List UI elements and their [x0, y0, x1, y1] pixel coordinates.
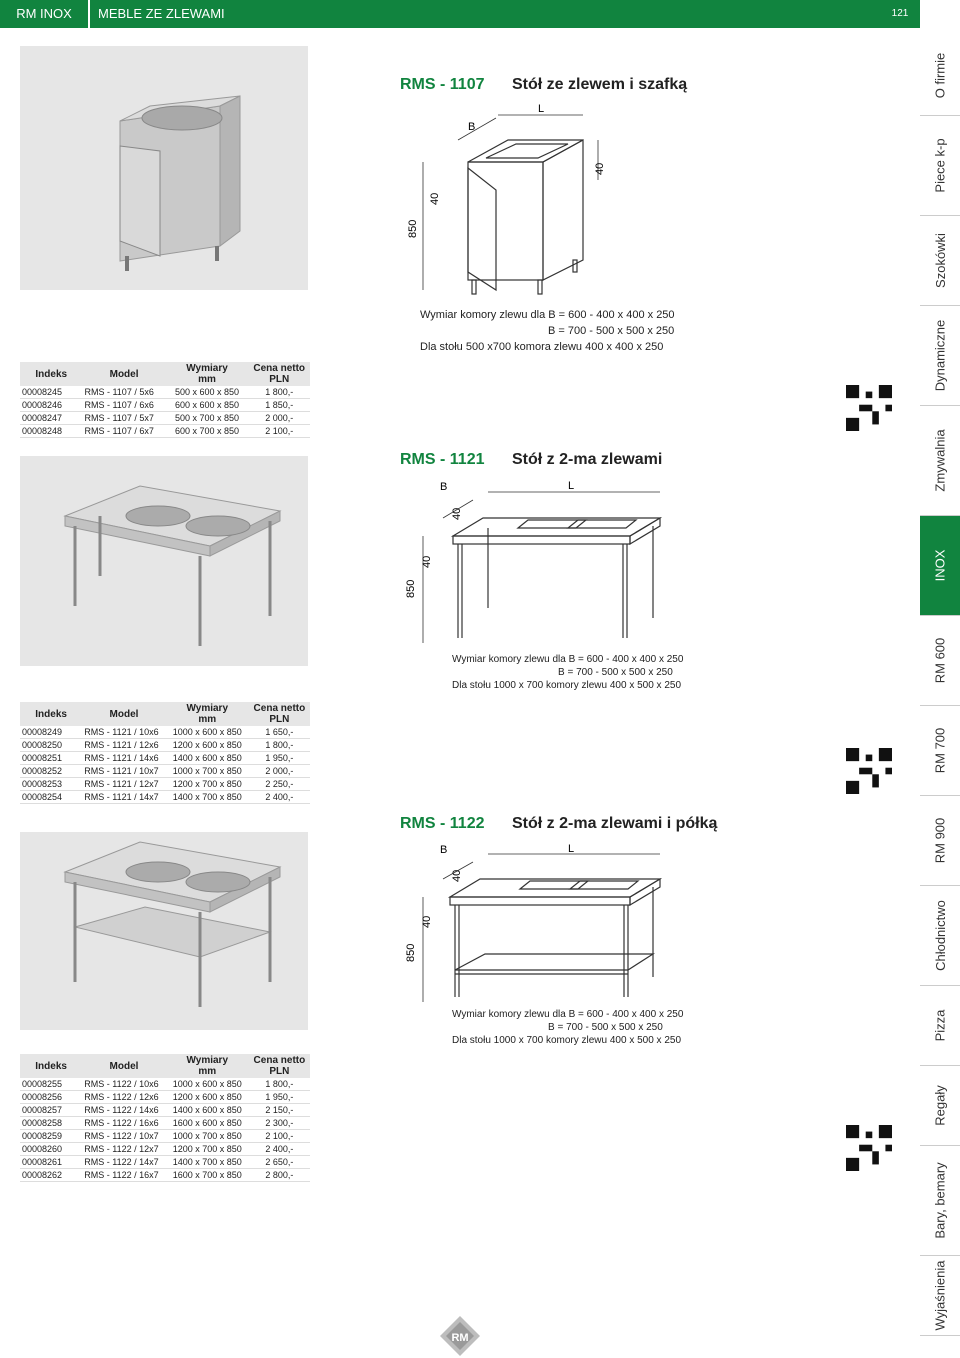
table-row: 00008255 RMS - 1122 / 10x6 1000 x 600 x 850 1 800,- — [20, 1078, 310, 1091]
sink-note-2: B = 700 - 500 x 500 x 250 — [548, 1022, 663, 1033]
page-number: 121 — [880, 0, 920, 28]
sink-note-1: Wymiar komory zlewu dla B = 600 - 400 x 400 x 250 — [420, 309, 675, 321]
price-table-1107: Indeks Model Wymiary mm Cena netto PLN 00008245 RMS - 1107 / 5x6 500 x 600 x 850 1 800,- 00008246 RMS - 1107 / 6x6 600 x 600 x 850 1 850,- 00008247 RMS - 1107 / 5x7 500 x 700 x 850 2 000,- 00008248 RMS - 1107 / 6x7 600 x 700 x 850 2 100,- — [20, 362, 310, 438]
table-row: 00008254 RMS - 1121 / 14x7 1400 x 700 x 850 2 400,- — [20, 791, 310, 804]
svg-text:L: L — [538, 103, 545, 115]
svg-text:40: 40 — [421, 555, 433, 568]
sink-note-1: Wymiar komory zlewu dla B = 600 - 400 x 400 x 250 — [452, 654, 684, 665]
tab-pizza[interactable]: Pizza — [920, 986, 960, 1066]
tab-szokowki[interactable]: Szokówki — [920, 216, 960, 306]
technical-drawing-1121 — [398, 478, 668, 648]
tab-inox[interactable]: INOX — [920, 516, 960, 616]
tab-dynamiczne[interactable]: Dynamiczne — [920, 306, 960, 406]
category-sidebar — [920, 36, 960, 1336]
product-code: RMS - 1107 — [400, 76, 485, 93]
svg-text:L: L — [568, 480, 575, 492]
section-title: MEBLE ZE ZLEWAMI — [90, 0, 880, 28]
sink-note-3: Dla stołu 500 x700 komora zlewu 400 x 400 x 250 — [420, 341, 664, 353]
tab-rm900[interactable]: RM 900 — [920, 796, 960, 886]
price-table-1122: Indeks Model Wymiary mm Cena netto PLN 00008255 RMS - 1122 / 10x6 1000 x 600 x 850 1 800,- 00008256 RMS - 1122 / 12x6 1200 x 600 x 850 1 950,- 00008257 RMS - 1122 / 14x6 1400 x 600 x 850 2 150,- 00008258 RMS - 1122 / 16x6 1600 x 600 x 850 2 300,- 00008259 RMS - 1122 / 10x7 1000 x 700 x 850 2 100,- 00008260 RMS - 1122 / 12x7 1200 x 700 x 850 2 400,- 00008261 RMS - 1122 / 14x7 1400 x 700 x 850 2 650,- 00008262 RMS - 1122 / 16x7 1600 x 700 x 850 2 800,- — [20, 1054, 310, 1182]
tab-chlodnictwo[interactable]: Chłodnictwo — [920, 886, 960, 986]
table-row: 00008260 RMS - 1122 / 12x7 1200 x 700 x 850 2 400,- — [20, 1143, 310, 1156]
svg-text:40: 40 — [594, 162, 606, 175]
qr-code-icon — [846, 748, 892, 794]
rm-logo-icon — [438, 1314, 482, 1358]
sink-note-3: Dla stołu 1000 x 700 komory zlewu 400 x 500 x 250 — [452, 680, 682, 691]
svg-text:B: B — [440, 844, 448, 856]
table-row: 00008252 RMS - 1121 / 10x7 1000 x 700 x 850 2 000,- — [20, 765, 310, 778]
svg-text:40: 40 — [451, 869, 463, 882]
svg-text:850: 850 — [407, 219, 419, 238]
svg-text:40: 40 — [429, 192, 441, 205]
table-row: 00008262 RMS - 1122 / 16x7 1600 x 700 x 850 2 800,- — [20, 1169, 310, 1182]
product-photo-1107 — [20, 46, 308, 290]
table-row: 00008257 RMS - 1122 / 14x6 1400 x 600 x 850 2 150,- — [20, 1104, 310, 1117]
table-row: 00008259 RMS - 1122 / 10x7 1000 x 700 x 850 2 100,- — [20, 1130, 310, 1143]
tab-wyjasnienia[interactable]: Wyjaśnienia — [920, 1256, 960, 1336]
sink-note-2: B = 700 - 500 x 500 x 250 — [548, 325, 675, 337]
tab-rm600[interactable]: RM 600 — [920, 616, 960, 706]
tab-rm700[interactable]: RM 700 — [920, 706, 960, 796]
sink-note-2: B = 700 - 500 x 500 x 250 — [558, 667, 673, 678]
technical-drawing-1122 — [398, 842, 668, 1007]
svg-text:850: 850 — [405, 579, 417, 598]
tab-zmywalnia[interactable]: Zmywalnia — [920, 406, 960, 516]
table-row: 00008248 RMS - 1107 / 6x7 600 x 700 x 850 2 100,- — [20, 425, 310, 438]
svg-text:40: 40 — [421, 915, 433, 928]
svg-text:L: L — [568, 843, 575, 855]
qr-code-icon — [846, 385, 892, 431]
tab-regaly[interactable]: Regały — [920, 1066, 960, 1146]
table-row: 00008249 RMS - 1121 / 10x6 1000 x 600 x 850 1 650,- — [20, 726, 310, 739]
svg-text:B: B — [468, 121, 476, 133]
product-photo-1121 — [20, 456, 308, 666]
svg-text:850: 850 — [405, 943, 417, 962]
table-row: 00008253 RMS - 1121 / 12x7 1200 x 700 x 850 2 250,- — [20, 778, 310, 791]
product-code: RMS - 1122 — [400, 815, 485, 832]
tab-bary-bemary[interactable]: Bary, bemary — [920, 1146, 960, 1256]
brand-label: RM INOX — [0, 0, 88, 28]
product-name: Stół ze zlewem i szafką — [512, 76, 688, 93]
product-photo-1122 — [20, 832, 308, 1030]
table-row: 00008247 RMS - 1107 / 5x7 500 x 700 x 850 2 000,- — [20, 412, 310, 425]
tab-piece-kp[interactable]: Piece k-p — [920, 116, 960, 216]
svg-text:B: B — [440, 481, 448, 493]
table-row: 00008261 RMS - 1122 / 14x7 1400 x 700 x 850 2 650,- — [20, 1156, 310, 1169]
product-code: RMS - 1121 — [400, 451, 485, 468]
table-row: 00008246 RMS - 1107 / 6x6 600 x 600 x 850 1 850,- — [20, 399, 310, 412]
svg-text:40: 40 — [451, 507, 463, 520]
table-row: 00008250 RMS - 1121 / 12x6 1200 x 600 x 850 1 800,- — [20, 739, 310, 752]
product-name: Stół z 2-ma zlewami i półką — [512, 815, 718, 832]
price-table-1121: Indeks Model Wymiary mm Cena netto PLN 00008249 RMS - 1121 / 10x6 1000 x 600 x 850 1 650,- 00008250 RMS - 1121 / 12x6 1200 x 600 x 850 1 800,- 00008251 RMS - 1121 / 14x6 1400 x 600 x 850 1 950,- 00008252 RMS - 1121 / 10x7 1000 x 700 x 850 2 000,- 00008253 RMS - 1121 / 12x7 1200 x 700 x 850 2 250,- 00008254 RMS - 1121 / 14x7 1400 x 700 x 850 2 400,- — [20, 702, 310, 804]
table-row: 00008251 RMS - 1121 / 14x6 1400 x 600 x 850 1 950,- — [20, 752, 310, 765]
sink-note-1: Wymiar komory zlewu dla B = 600 - 400 x 400 x 250 — [452, 1009, 684, 1020]
product-name: Stół z 2-ma zlewami — [512, 451, 663, 468]
technical-drawing-1107 — [398, 100, 658, 305]
table-row: 00008258 RMS - 1122 / 16x6 1600 x 600 x 850 2 300,- — [20, 1117, 310, 1130]
qr-code-icon — [846, 1125, 892, 1171]
table-row: 00008245 RMS - 1107 / 5x6 500 x 600 x 850 1 800,- — [20, 386, 310, 399]
table-row: 00008256 RMS - 1122 / 12x6 1200 x 600 x 850 1 950,- — [20, 1091, 310, 1104]
svg-text:RM: RM — [451, 1332, 469, 1344]
tab-o-firmie[interactable]: O firmie — [920, 36, 960, 116]
sink-note-3: Dla stołu 1000 x 700 komory zlewu 400 x 500 x 250 — [452, 1035, 682, 1046]
